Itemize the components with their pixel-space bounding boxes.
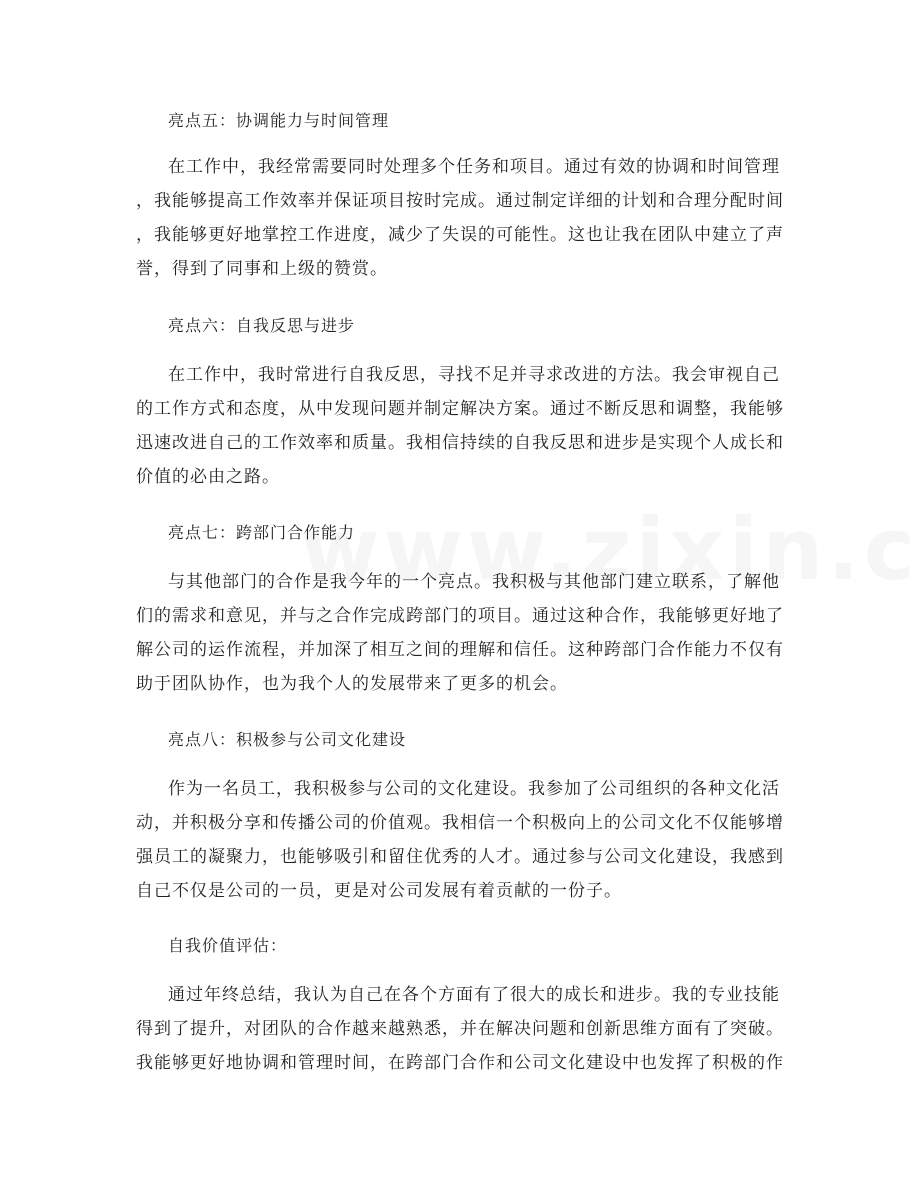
- paragraph-line: 迅速改进自己的工作效率和质量。我相信持续的自我反思和进步是实现个人成长和: [136, 433, 784, 453]
- paragraph-line: 誉，得到了同事和上级的赞赏。: [136, 259, 388, 279]
- section-paragraph: [136, 358, 786, 494]
- paragraph-line: 们的需求和意见，并与之合作完成跨部门的项目。通过这种合作，我能够更好地了: [136, 606, 784, 626]
- paragraph-line: 通过年终总结，我认为自己在各个方面有了很大的成长和进步。我的专业技能: [168, 985, 780, 1005]
- paragraph-line: ，我能够更好地掌控工作进度，减少了失误的可能性。这也让我在团队中建立了声: [136, 225, 784, 245]
- paragraph-line: ，我能够提高工作效率并保证项目按时完成。通过制定详细的计划和合理分配时间: [136, 191, 784, 211]
- section-paragraph: [136, 978, 786, 1080]
- paragraph-line: 我能够更好地协调和管理时间，在跨部门合作和公司文化建设中也发挥了积极的作: [136, 1053, 784, 1073]
- section-heading: 亮点五：协调能力与时间管理: [168, 111, 390, 130]
- paragraph-line: 价值的必由之路。: [136, 467, 280, 487]
- section-heading: 亮点七：跨部门合作能力: [168, 523, 356, 542]
- paragraph-line: 动，并积极分享和传播公司的价值观。我相信一个积极向上的公司文化不仅能够增: [136, 813, 784, 833]
- paragraph-line: 得到了提升，对团队的合作越来越熟悉，并在解决问题和创新思维方面有了突破。: [136, 1019, 784, 1039]
- paragraph-line: 与其他部门的合作是我今年的一个亮点。我积极与其他部门建立联系，了解他: [168, 572, 780, 592]
- paragraph-line: 助于团队协作，也为我个人的发展带来了更多的机会。: [136, 674, 568, 694]
- section-paragraph: [136, 565, 786, 701]
- paragraph-line: 解公司的运作流程，并加深了相互之间的理解和信任。这种跨部门合作能力不仅有: [136, 640, 784, 660]
- section-heading: 亮点八：积极参与公司文化建设: [168, 730, 407, 749]
- paragraph-line: 在工作中，我时常进行自我反思，寻找不足并寻求改进的方法。我会审视自己: [168, 365, 780, 385]
- section-paragraph: [136, 772, 786, 908]
- paragraph-line: 的工作方式和态度，从中发现问题并制定解决方案。通过不断反思和调整，我能够: [136, 399, 784, 419]
- section-paragraph: [136, 150, 786, 286]
- section-heading: 自我价值评估：: [168, 936, 288, 955]
- section-heading: 亮点六：自我反思与进步: [168, 316, 356, 335]
- paragraph-line: 自己不仅是公司的一员，更是对公司发展有着贡献的一份子。: [136, 881, 622, 901]
- paragraph-line: 强员工的凝聚力，也能够吸引和留住优秀的人才。通过参与公司文化建设，我感到: [136, 847, 784, 867]
- paragraph-line: 作为一名员工，我积极参与公司的文化建设。我参加了公司组织的各种文化活: [168, 779, 780, 799]
- paragraph-line: 在工作中，我经常需要同时处理多个任务和项目。通过有效的协调和时间管理: [168, 157, 780, 177]
